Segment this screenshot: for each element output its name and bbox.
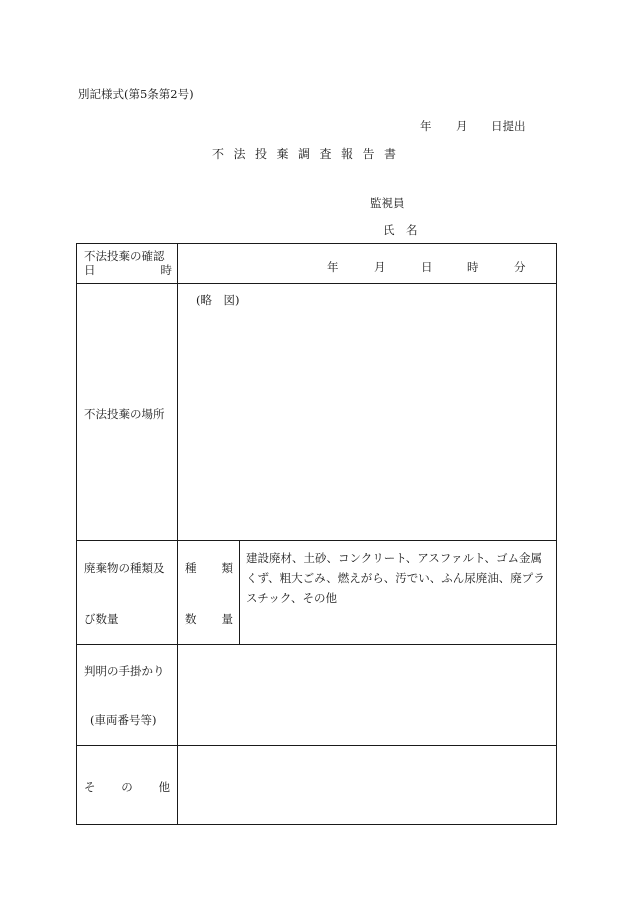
table-column-divider <box>177 243 178 825</box>
waste-types-line-3: スチック、その他 <box>246 591 337 605</box>
waste-label-line2: び数量 <box>84 612 119 626</box>
waste-types-line-2: くず、粗大ごみ、燃えがら、汚でい、ふん尿廃油、廃プラ <box>246 571 545 585</box>
type-label <box>185 560 233 576</box>
row-divider-3 <box>76 644 557 645</box>
form-reference: 別記様式(第5条第2号) <box>78 87 194 101</box>
waste-label-line1: 廃棄物の種類及 <box>84 561 165 575</box>
row-divider-4 <box>76 745 557 746</box>
datetime-hour-label: 時 <box>467 260 479 274</box>
other-label <box>84 779 170 795</box>
table-border-left <box>76 243 77 825</box>
table-border-bottom <box>76 824 557 825</box>
quantity-label <box>185 611 233 627</box>
other-label-c: 他 <box>158 780 170 794</box>
reporter-role: 監視員 <box>370 196 405 210</box>
confirm-label-day: 日 <box>84 263 96 277</box>
other-label-a: そ <box>84 780 96 794</box>
confirm-label-line1: 不法投棄の確認 <box>84 249 165 263</box>
clues-label-line1: 判明の手掛かり <box>84 664 165 678</box>
quantity-label-b: 量 <box>221 612 233 626</box>
table-border-right <box>556 243 557 825</box>
date-submitted-label: 日提出 <box>491 119 526 133</box>
date-month-label: 月 <box>456 119 468 133</box>
reporter-name-label-1: 氏 <box>383 223 395 237</box>
type-label-b: 類 <box>221 561 233 575</box>
waste-types-line-1: 建設廃材、土砂、コンクリート、アスファルト、ゴム金属 <box>246 551 543 565</box>
page-title: 不法投棄調査報告書 <box>212 147 406 161</box>
location-label: 不法投棄の場所 <box>84 407 165 421</box>
datetime-minute-label: 分 <box>514 260 526 274</box>
table-border-top <box>76 243 557 244</box>
other-label-b: の <box>121 780 133 794</box>
sketch-note: (略 図) <box>196 293 240 307</box>
confirm-label-time: 時 <box>160 263 172 277</box>
row-divider-1 <box>76 283 557 284</box>
type-label-a: 種 <box>185 561 197 575</box>
reporter-name-label-2: 名 <box>406 223 418 237</box>
datetime-day-label: 日 <box>421 260 433 274</box>
waste-subcolumn-divider <box>239 540 240 645</box>
datetime-month-label: 月 <box>374 260 386 274</box>
row-divider-2 <box>76 540 557 541</box>
datetime-year-label: 年 <box>327 260 339 274</box>
confirm-label-line2 <box>84 262 172 278</box>
clues-label-line2: (車両番号等) <box>90 713 157 727</box>
date-year-label: 年 <box>420 119 432 133</box>
quantity-label-a: 数 <box>185 612 197 626</box>
